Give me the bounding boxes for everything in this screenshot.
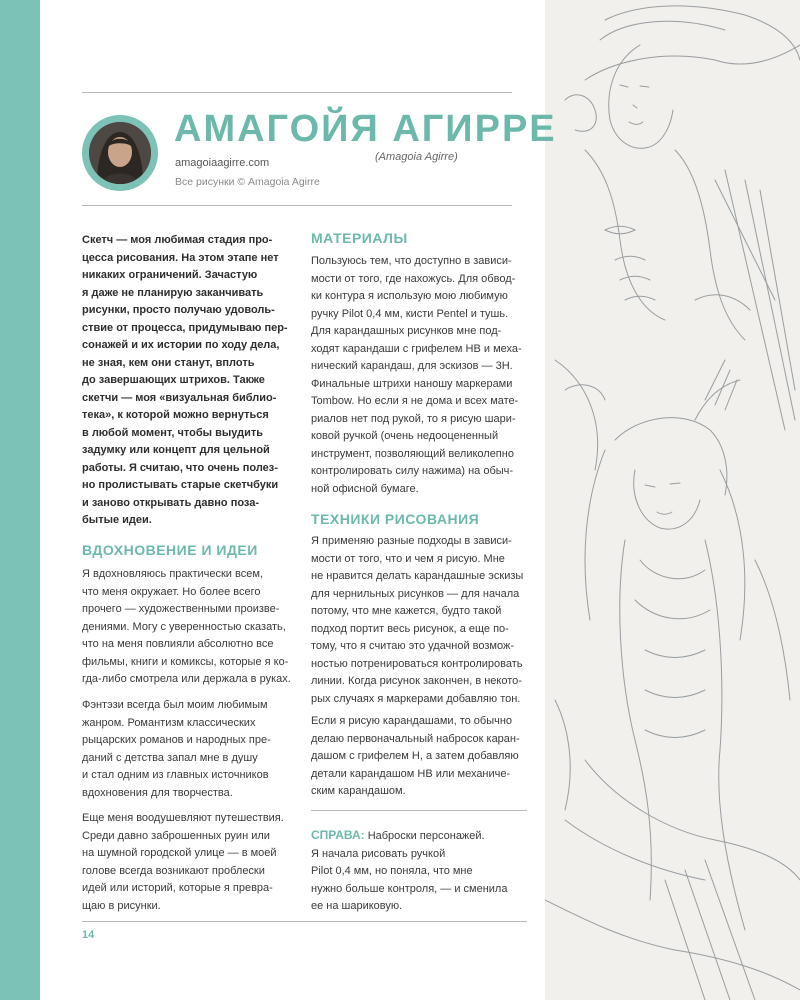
inspiration-p2-line: даний с детства запал мне в душу (82, 751, 258, 764)
materials-p1-line: нический карандаш, для эскизов — 3Н. (311, 360, 513, 372)
techniques-p2-line: дашом с грифелем Н, а затем добавляю (311, 750, 519, 762)
caption-line: Pilot 0,4 мм, но поняла, что мне (311, 865, 473, 877)
materials-p1-line: Tombow. Но если я не дома и всех мате- (311, 395, 519, 407)
inspiration-p2-line: рыцарских романов и народных пре- (82, 734, 271, 746)
techniques-p2-line: ским карандашом. (311, 785, 406, 797)
inspiration-p1-line: фильмы, книги и комиксы, которые я ко- (82, 655, 289, 668)
footer-rule (82, 921, 527, 922)
materials-p1-line: ходят карандаши с грифелем НВ и меха- (311, 342, 522, 355)
intro-line: скетчи — моя «визуальная библио- (82, 391, 277, 404)
character-sketch-illustration (545, 0, 800, 1000)
intro-line: рисунки, просто получаю удоволь- (82, 304, 275, 316)
inspiration-p3-line: Среди давно заброшенных руин или (82, 829, 270, 842)
author-photo (89, 122, 151, 184)
caption-title: Наброски персонажей. (364, 830, 485, 842)
techniques-p1-line: потому, что мне кажется, будто такой (311, 605, 502, 617)
inspiration-p1-line: что меня окружает. Но более всего (82, 585, 261, 598)
header-top-rule (82, 92, 512, 93)
inspiration-p3-line: голове всегда возникают проблески (82, 864, 265, 877)
inspiration-p2-line: Фэнтэзи всегда был моим любимым (82, 699, 268, 711)
techniques-p1-line: линии. Когда рисунок закончен, в некото- (311, 675, 522, 687)
materials-p1-line: контролировать силу нажима) на обыч- (311, 465, 514, 477)
techniques-p1-line: ностью потренироваться контролировать (311, 657, 523, 670)
materials-paragraph (311, 253, 536, 498)
author-website[interactable]: amagoiaagirre.com (175, 157, 270, 169)
intro-paragraph (82, 232, 292, 530)
materials-p1-line: риалов нет под рукой, то я рисую шари- (311, 412, 516, 425)
intro-line: я даже не планирую заканчивать (82, 286, 264, 299)
intro-line: тека», к которой можно вернуться (82, 409, 269, 421)
inspiration-p1-line: гда-либо смотрела или держала в руках. (82, 673, 291, 685)
author-avatar (82, 115, 158, 191)
caption-line: ее на шариковую. (311, 900, 403, 912)
inspiration-p1-line: Я вдохновляюсь практически всем, (82, 568, 263, 580)
intro-line: в любой момент, чтобы выудить (82, 426, 264, 439)
materials-p1-line: ковой ручкой (очень недооцененный (311, 430, 499, 442)
inspiration-p3-line: щаю в рисунки. (82, 899, 161, 912)
pencil-sketch-drawing (545, 0, 800, 1000)
techniques-paragraph-1 (311, 533, 536, 708)
inspiration-p2-line: и стал одним из главных источников (82, 769, 269, 781)
materials-p1-line: ки контура я использую мою любимую (311, 290, 508, 302)
image-credit: Все рисунки © Amagoia Agirre (175, 176, 320, 188)
intro-line: сонажей и их истории по ходу дела, (82, 339, 280, 351)
inspiration-p1-line: дениями. Могу с уверенностью сказать, (82, 620, 286, 633)
intro-line: до завершающих штрихов. Также (82, 374, 265, 386)
side-accent-bar (0, 0, 40, 1000)
caption-line: Я начала рисовать ручкой (311, 847, 446, 860)
inspiration-paragraph-1 (82, 566, 297, 689)
techniques-p1-line: не нравится делать карандашные эскизы (311, 570, 524, 582)
materials-p1-line: инструмент, позволяющий великолепно (311, 447, 514, 460)
inspiration-heading: ВДОХНОВЕНИЕ И ИДЕИ (82, 542, 258, 558)
techniques-p1-line: для чернильных рисунков — для начала (311, 587, 520, 600)
techniques-p1-line: Я применяю разные подходы в зависи- (311, 535, 512, 547)
caption-rule (311, 810, 527, 811)
techniques-p1-line: тому, что я считаю это удачной возмож- (311, 640, 515, 652)
materials-p1-line: Финальные штрихи наношу маркерами (311, 377, 513, 390)
intro-line: но пролистывать старые скетчбуки (82, 479, 279, 491)
inspiration-p1-line: прочего — художественными произве- (82, 603, 280, 615)
author-name-latin: (Amagoia Agirre) (375, 151, 458, 163)
intro-line: и заново открывать давно поза- (82, 496, 260, 509)
inspiration-paragraph-3 (82, 810, 297, 915)
intro-line: задумку или концепт для цельной (82, 444, 270, 456)
page-number: 14 (82, 929, 95, 941)
header-bottom-rule (82, 205, 512, 206)
techniques-p2-line: делаю первоначальный набросок каран- (311, 732, 520, 745)
inspiration-paragraph-2 (82, 697, 297, 802)
techniques-heading: ТЕХНИКИ РИСОВАНИЯ (311, 511, 480, 527)
intro-line: ствие от процесса, придумываю пер- (82, 321, 288, 334)
inspiration-p3-line: идей или историй, которые я превра- (82, 882, 273, 894)
inspiration-p3-line: на шумной городской улице — в моей (82, 847, 277, 859)
caption-line: нужно больше контроля, — и сменила (311, 882, 508, 895)
intro-line: никаких ограничений. Зачастую (82, 269, 258, 281)
materials-p1-line: мости от того, где нахожусь. Для обвод- (311, 272, 516, 285)
techniques-p1-line: подход портит весь рисунок, а еще по- (311, 622, 509, 635)
sketch-caption (311, 827, 536, 916)
inspiration-p2-line: вдохновения для творчества. (82, 786, 233, 799)
intro-line: не зная, кем они станут, вплоть (82, 356, 255, 369)
materials-p1-line: ной офисной бумаге. (311, 482, 419, 495)
caption-label: СПРАВА: (311, 828, 365, 842)
techniques-paragraph-2 (311, 713, 536, 801)
techniques-p2-line: детали карандашом НВ или механиче- (311, 767, 511, 780)
intro-line: бытые идеи. (82, 514, 152, 526)
caption-first-line (311, 827, 536, 846)
inspiration-p2-line: жанром. Романтизм классических (82, 716, 256, 729)
author-name: АМАГОЙЯ АГИРРЕ (174, 108, 557, 150)
materials-p1-line: ручку Pilot 0,4 мм, кисти Pentel и тушь. (311, 307, 509, 320)
materials-heading: МАТЕРИАЛЫ (311, 230, 408, 246)
inspiration-p3-line: Еще меня воодушевляют путешествия. (82, 812, 284, 824)
materials-p1-line: Для карандашных рисунков мне под- (311, 325, 502, 337)
intro-line: работы. Я считаю, что очень полез- (82, 461, 278, 474)
techniques-p1-line: мости от того, что и чем я рисую. Мне (311, 552, 505, 565)
materials-p1-line: Пользуюсь тем, что доступно в зависи- (311, 255, 512, 267)
intro-line: Скетч — моя любимая стадия про- (82, 234, 273, 246)
intro-line: цесса рисования. На этом этапе нет (82, 251, 279, 264)
techniques-p2-line: Если я рисую карандашами, то обычно (311, 715, 513, 727)
inspiration-p1-line: что на меня повлияли абсолютно все (82, 638, 274, 650)
techniques-p1-line: рых случаях я маркерами добавляю тон. (311, 692, 521, 705)
